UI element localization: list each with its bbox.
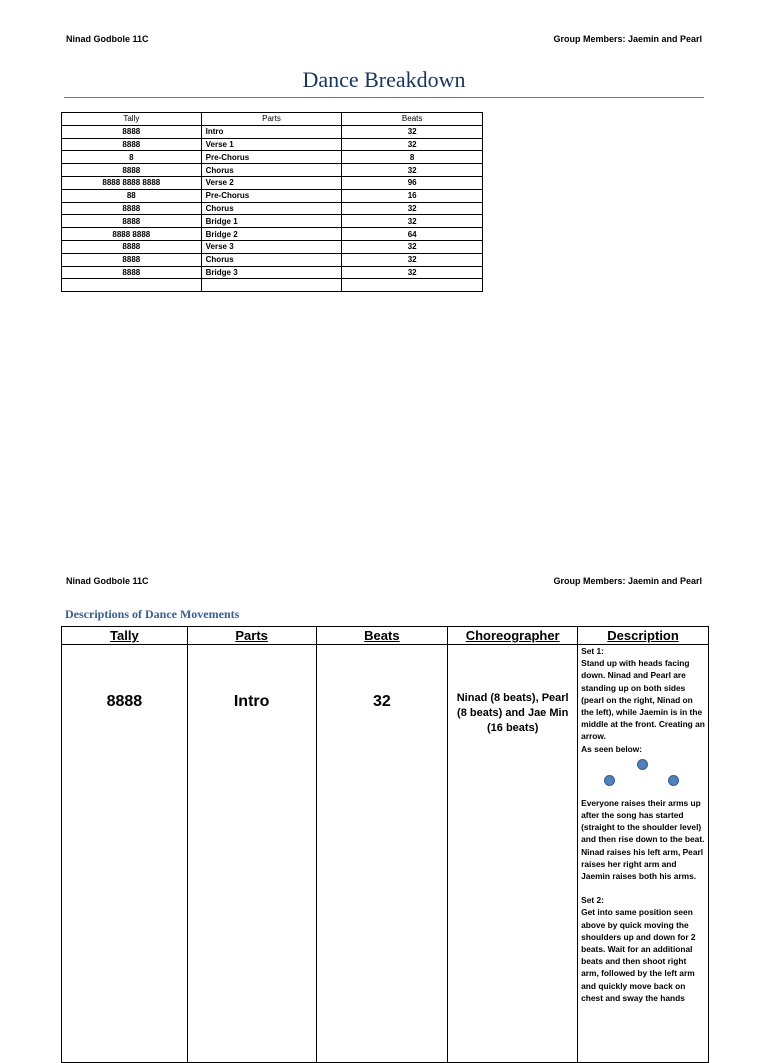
cell-part: Verse 2	[201, 176, 342, 189]
cell-part: Pre-Chorus	[201, 151, 342, 164]
cell-tally: 8888	[62, 164, 202, 177]
table-row	[62, 645, 709, 1063]
dance-movements-table	[61, 626, 709, 1063]
table-row	[62, 202, 483, 215]
cell-beats: 32	[342, 202, 483, 215]
cell-part	[201, 279, 342, 292]
header-parts: Parts	[201, 113, 342, 126]
cell-tally: 8888	[62, 266, 202, 279]
cell-beats: 32	[316, 645, 448, 1063]
cell-beats: 32	[342, 164, 483, 177]
set2-text: Get into same position seen above by quick moving the shoulders up and down for 2 beats. Wait for an additional beats and then shoot right arm, followed by the left arm and quickly move back on chest and sway the hands	[581, 907, 696, 1003]
cell-part: Chorus	[201, 202, 342, 215]
col-parts: Parts	[187, 627, 316, 645]
cell-part: Verse 1	[201, 138, 342, 151]
table-row	[62, 266, 483, 279]
dancer-left-dot	[604, 775, 615, 786]
cell-beats: 32	[342, 125, 483, 138]
set1-text: Stand up with heads facing down. Ninad and Pearl are standing up on both sides (pearl on the right, Ninad on the left), while Jaemin is in the middle at the front. Creating an arrow.	[581, 658, 705, 742]
cell-part: Chorus	[201, 253, 342, 266]
cell-part: Pre-Chorus	[201, 189, 342, 202]
page2-header-right: Group Members: Jaemin and Pearl	[553, 576, 702, 586]
cell-part: Intro	[201, 125, 342, 138]
cell-tally: 8888	[62, 240, 202, 253]
arms-text: Everyone raises their arms up after the song has started (straight to the shoulder level) and then rise down to the beat. Ninad raises his left arm, Pearl raises her right arm and Jaemin raises both his arms.	[581, 797, 705, 882]
cell-description	[578, 645, 709, 1063]
cell-tally: 8888	[62, 125, 202, 138]
set1-label: Set 1:	[581, 646, 604, 656]
table-row	[62, 279, 483, 292]
cell-beats: 16	[342, 189, 483, 202]
dance-breakdown-table	[61, 112, 483, 292]
cell-beats: 32	[342, 215, 483, 228]
section-title: Descriptions of Dance Movements	[65, 607, 240, 621]
table-row	[62, 240, 483, 253]
table-row	[62, 215, 483, 228]
cell-beats: 64	[342, 228, 483, 241]
cell-tally: 8888	[62, 202, 202, 215]
table-row	[62, 253, 483, 266]
cell-beats: 32	[342, 253, 483, 266]
cell-part: Bridge 1	[201, 215, 342, 228]
title-rule	[64, 97, 704, 98]
table-header-row	[62, 113, 483, 126]
cell-part: Verse 3	[201, 240, 342, 253]
table-row	[62, 228, 483, 241]
cell-tally: 8888	[62, 645, 188, 1063]
cell-beats: 32	[342, 240, 483, 253]
cell-tally: 8888	[62, 138, 202, 151]
cell-part: Intro	[187, 645, 316, 1063]
page-title: Dance Breakdown	[302, 67, 466, 92]
cell-part: Chorus	[201, 164, 342, 177]
table-row	[62, 125, 483, 138]
seen-below-text: As seen below:	[581, 743, 643, 754]
col-choreographer: Choreographer	[448, 627, 578, 645]
cell-tally: 8888 8888 8888	[62, 176, 202, 189]
table-row	[62, 151, 483, 164]
cell-part: Bridge 2	[201, 228, 342, 241]
col-beats: Beats	[316, 627, 448, 645]
header-tally: Tally	[62, 113, 202, 126]
cell-tally: 8	[62, 151, 202, 164]
header-beats: Beats	[342, 113, 483, 126]
cell-choreographer: Ninad (8 beats), Pearl (8 beats) and Jae Min (16 beats)	[448, 645, 578, 1063]
formation-diagram	[581, 755, 705, 797]
dancer-right-dot	[668, 775, 679, 786]
table-row	[62, 189, 483, 202]
table-row	[62, 164, 483, 177]
col-tally: Tally	[62, 627, 188, 645]
col-description: Description	[578, 627, 709, 645]
cell-part: Bridge 3	[201, 266, 342, 279]
table-row	[62, 176, 483, 189]
cell-beats: 32	[342, 138, 483, 151]
table-body	[62, 125, 483, 291]
page1-header-right: Group Members: Jaemin and Pearl	[553, 34, 702, 44]
cell-tally: 88	[62, 189, 202, 202]
cell-tally: 8888 8888	[62, 228, 202, 241]
cell-beats: 96	[342, 176, 483, 189]
cell-beats: 8	[342, 151, 483, 164]
set2-label: Set 2:	[581, 895, 604, 906]
page2-header-left: Ninad Godbole 11C	[66, 576, 149, 586]
movements-header-row	[62, 627, 709, 645]
dancer-front-dot	[637, 759, 648, 770]
page1-header-left: Ninad Godbole 11C	[66, 34, 149, 44]
cell-tally: 8888	[62, 215, 202, 228]
table-row	[62, 138, 483, 151]
cell-beats: 32	[342, 266, 483, 279]
cell-tally	[62, 279, 202, 292]
cell-beats	[342, 279, 483, 292]
cell-tally: 8888	[62, 253, 202, 266]
